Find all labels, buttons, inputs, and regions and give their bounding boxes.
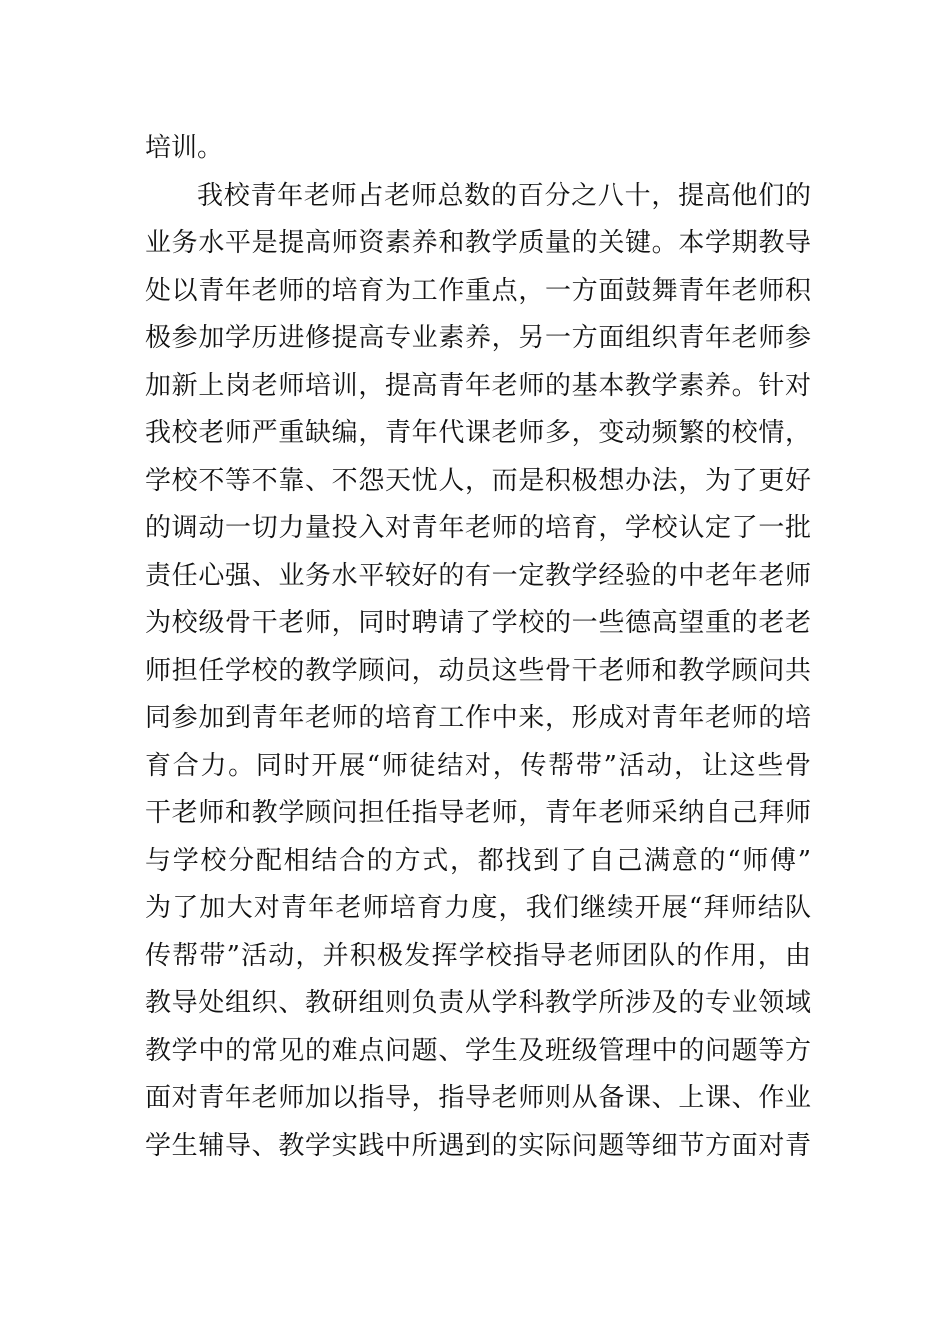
text-line-11: 为校级骨干老师，同时聘请了学校的一些德高望重的老老	[145, 608, 811, 638]
text-line-5: 极参加学历进修提高专业素养，另一方面组织青年老师参	[145, 323, 811, 353]
text-line-17: 为了加大对青年老师培育力度，我们继续开展“拜师结队	[145, 893, 811, 923]
text-line-1: 培训。	[145, 133, 224, 163]
text-line-10: 责任心强、业务水平较好的有一定教学经验的中老年老师	[145, 560, 811, 591]
text-line-18: 传帮带”活动，并积极发挥学校指导老师团队的作用，由	[145, 940, 811, 971]
text-line-6: 加新上岗老师培训，提高青年老师的基本教学素养。针对	[145, 370, 811, 401]
text-line-2: 我校青年老师占老师总数的百分之八十，提高他们的	[197, 180, 811, 211]
text-line-8: 学校不等不靠、不怨天忧人，而是积极想办法，为了更好	[145, 465, 811, 496]
text-line-12: 师担任学校的教学顾问，动员这些骨干老师和教学顾问共	[145, 655, 811, 686]
text-line-9: 的调动一切力量投入对青年老师的培育，学校认定了一批	[145, 513, 811, 543]
text-line-21: 面对青年老师加以指导，指导老师则从备课、上课、作业	[145, 1083, 811, 1113]
text-line-16: 与学校分配相结合的方式，都找到了自己满意的“师傅”	[145, 845, 811, 876]
text-line-4: 处以青年老师的培育为工作重点，一方面鼓舞青年老师积	[145, 275, 811, 306]
text-line-20: 教学中的常见的难点问题、学生及班级管理中的问题等方	[145, 1035, 811, 1066]
text-line-15: 干老师和教学顾问担任指导老师，青年老师采纳自己拜师	[145, 798, 811, 828]
text-line-19: 教导处组织、教研组则负责从学科教学所涉及的专业领域	[145, 988, 811, 1018]
text-line-22: 学生辅导、教学实践中所遇到的实际问题等细节方面对青	[145, 1130, 811, 1161]
text-line-7: 我校老师严重缺编，青年代课老师多，变动频繁的校情，	[145, 418, 811, 448]
text-line-14: 育合力。同时开展“师徒结对，传帮带”活动，让这些骨	[145, 750, 811, 781]
document-body	[145, 125, 811, 1170]
text-line-3: 业务水平是提高师资素养和教学质量的关键。本学期教导	[145, 228, 811, 258]
text-line-13: 同参加到青年老师的培育工作中来，形成对青年老师的培	[145, 703, 811, 733]
